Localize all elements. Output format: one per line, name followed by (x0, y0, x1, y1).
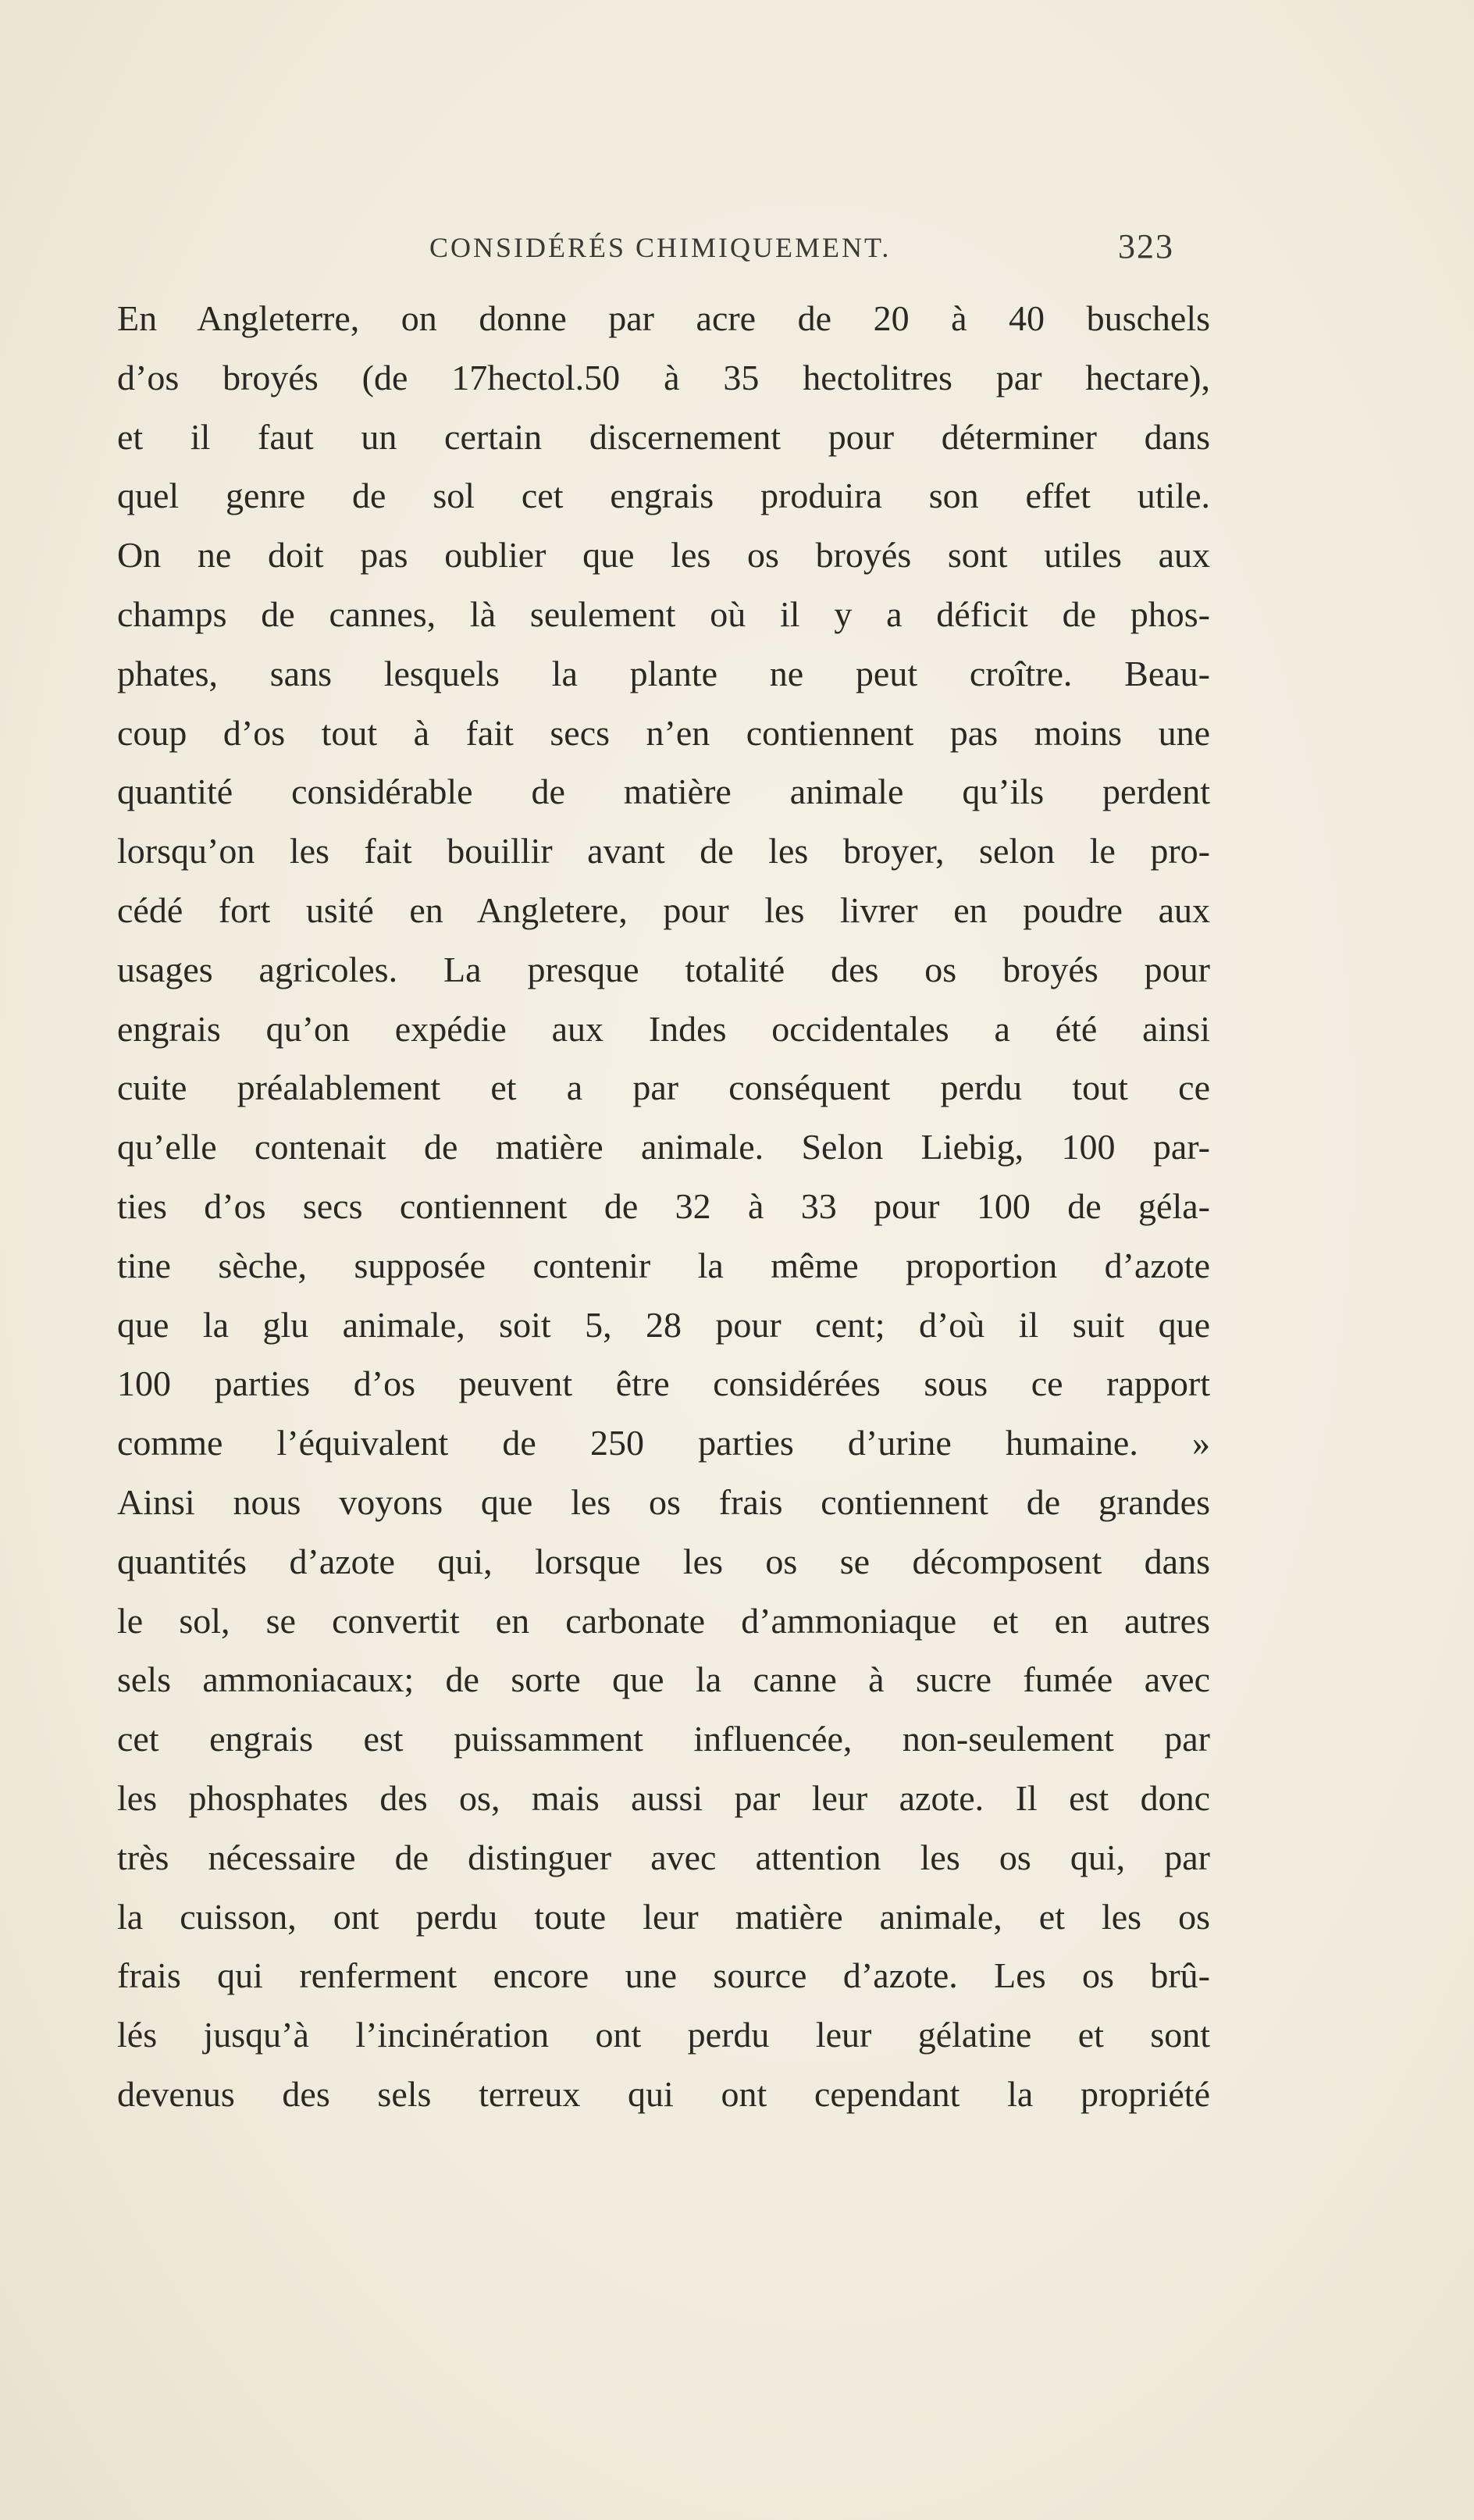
text-line: très nécessaire de distinguer avec attention les os qui, par (117, 1837, 1210, 1877)
text-line: quel genre de sol cet engrais produira son effet utile. (117, 476, 1210, 516)
text-line: la cuisson, ont perdu toute leur matière animale, et les os (117, 1896, 1210, 1937)
text-line: cédé fort usité en Angletere, pour les livrer en poudre aux (117, 889, 1210, 930)
text-line: engrais qu’on expédie aux Indes occidentales a été ainsi (117, 1008, 1210, 1049)
text-line: quantité considérable de matière animale qu’ils perdent (117, 772, 1210, 812)
text-line: quantités d’azote qui, lorsque les os se décomposent dans (117, 1541, 1210, 1581)
text-line: qu’elle contenait de matière animale. Selon Liebig, 100 par- (117, 1127, 1210, 1167)
page-number: 323 (1118, 227, 1174, 266)
text-line: le sol, se convertit en carbonate d’ammoniaque et en autres (117, 1600, 1210, 1641)
text-line: sels ammoniacaux; de sorte que la canne à sucre fumée avec (117, 1659, 1210, 1700)
text-line: En Angleterre, on donne par acre de 20 à 40 buschels (117, 298, 1210, 338)
text-line: comme l’équivalent de 250 parties d’urine humaine. » (117, 1423, 1210, 1463)
text-line: usages agricoles. La presque totalité des os broyés pour (117, 949, 1210, 989)
text-line: et il faut un certain discernement pour déterminer dans (117, 416, 1210, 457)
text-line: lés jusqu’à l’incinération ont perdu leur gélatine et sont (117, 2015, 1210, 2055)
text-line: 100 parties d’os peuvent être considérées sous ce rapport (117, 1363, 1210, 1404)
text-line: coup d’os tout à fait secs n’en contiennent pas moins une (117, 712, 1210, 753)
text-line: champs de cannes, là seulement où il y a déficit de phos- (117, 593, 1210, 634)
text-line: cet engrais est puissamment influencée, non-seulement par (117, 1719, 1210, 1759)
body-text (117, 289, 1210, 2124)
text-line: d’os broyés (de 17hectol.50 à 35 hectolitres par hectare), (117, 357, 1210, 397)
text-line: les phosphates des os, mais aussi par leur azote. Il est donc (117, 1777, 1210, 1818)
running-head: CONSIDÉRÉS CHIMIQUEMENT. (429, 232, 892, 263)
text-line: que la glu animale, soit 5, 28 pour cent; d’où il suit que (117, 1304, 1210, 1345)
text-line: frais qui renferment encore une source d’azote. Les os brû- (117, 1955, 1210, 1996)
text-line: ties d’os secs contiennent de 32 à 33 pour 100 de géla- (117, 1185, 1210, 1226)
text-line: phates, sans lesquels la plante ne peut croître. Beau- (117, 653, 1210, 693)
text-line: lorsqu’on les fait bouillir avant de les broyer, selon le pro- (117, 831, 1210, 871)
text-line: Ainsi nous voyons que les os frais contiennent de grandes (117, 1481, 1210, 1522)
text-line: On ne doit pas oublier que les os broyés sont utiles aux (117, 535, 1210, 576)
text-line: cuite préalablement et a par conséquent perdu tout ce (117, 1068, 1210, 1108)
text-line: tine sèche, supposée contenir la même proportion d’azote (117, 1245, 1210, 1285)
text-line: devenus des sels terreux qui ont cependant la propriété (117, 2073, 1210, 2114)
